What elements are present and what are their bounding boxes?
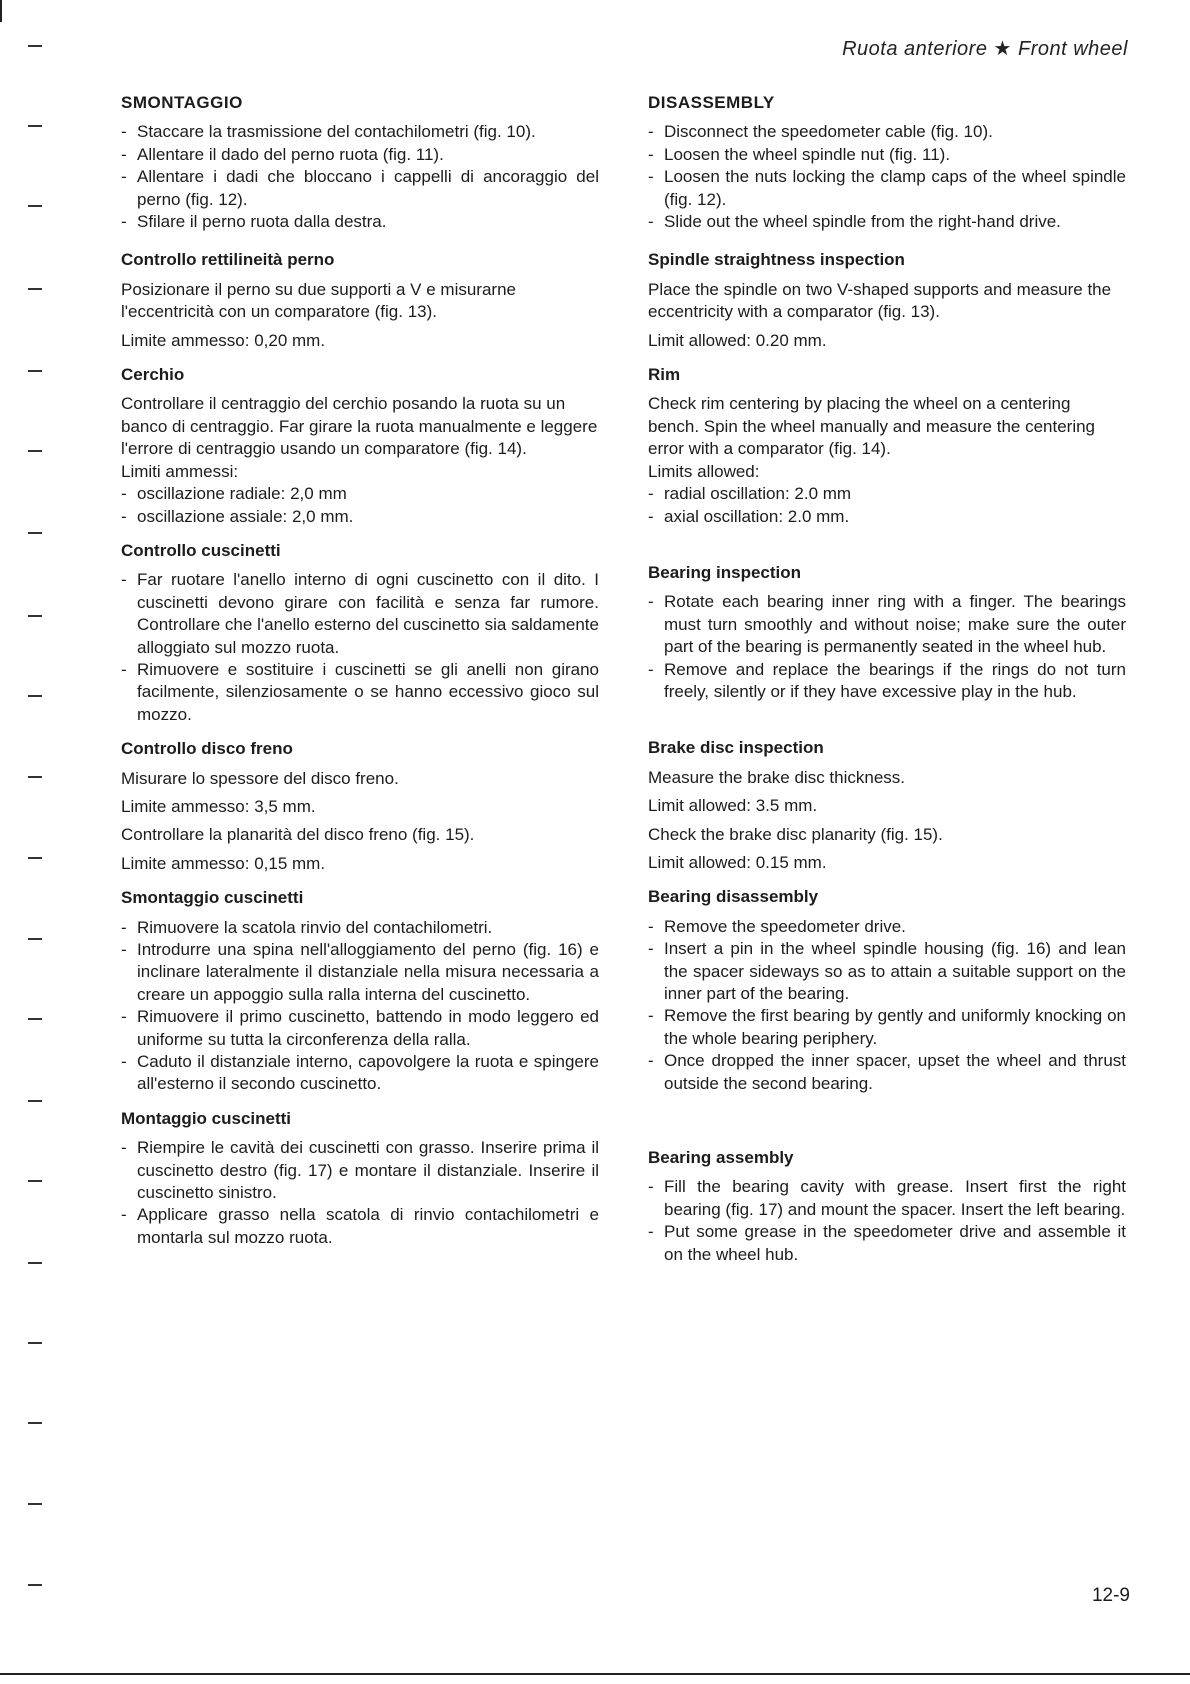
- margin-tick: [28, 1503, 42, 1505]
- section-heading: Bearing disassembly: [648, 887, 819, 907]
- list-item: - Remove the first bearing by gently and uniformly knocking on the whole bearing periphery.: [648, 1005, 1126, 1050]
- paragraph: Limit allowed: 0.20 mm.: [648, 330, 827, 350]
- bullet-list: [648, 121, 1126, 233]
- list-item: - Introdurre una spina nell'alloggiamento del perno (fig. 16) e inclinare lateralmente il distanziale nella misura necessaria a creare un appoggio sulla ralla interna del cuscinetto.: [121, 939, 599, 1006]
- bullet-list: [648, 483, 1126, 528]
- section-smontaggio-cuscinetti: [121, 887, 599, 1096]
- page-edge-mark: [0, 0, 2, 22]
- bullet-list: [648, 916, 1126, 1095]
- margin-tick: [28, 1262, 42, 1264]
- list-item: - Fill the bearing cavity with grease. Insert first the right bearing (fig. 17) and mount the spacer. Insert the left bearing.: [648, 1176, 1126, 1221]
- margin-tick: [28, 1018, 42, 1020]
- section-bearing-inspection: [648, 562, 1126, 703]
- margin-tick: [28, 695, 42, 697]
- english-column: [648, 92, 1126, 1272]
- margin-tick: [28, 1180, 42, 1182]
- margin-tick: [28, 288, 42, 290]
- margin-tick: [28, 450, 42, 452]
- list-item: - Remove the speedometer drive.: [648, 916, 1126, 938]
- list-item: - Allentare i dadi che bloccano i cappelli di ancoraggio del perno (fig. 12).: [121, 166, 599, 211]
- section-heading: Brake disc inspection: [648, 738, 824, 758]
- list-item: - Riempire le cavità dei cuscinetti con grasso. Inserire prima il cuscinetto destro (fig. 17) e montare il distanziale. Inserire il cuscinetto sinistro.: [121, 1137, 599, 1204]
- section-heading: SMONTAGGIO: [121, 93, 243, 112]
- margin-tick: [28, 938, 42, 940]
- paragraph: Limit allowed: 3.5 mm.: [648, 796, 818, 816]
- margin-tick: [28, 532, 42, 534]
- paragraph: Controllare il centraggio del cerchio posando la ruota su un banco di centraggio. Far girare la ruota manualmente e leggere l'errore di centraggio usando un comparatore (fig. 14).: [121, 394, 598, 459]
- list-item: - Rimuovere il primo cuscinetto, battendo in modo leggero ed uniforme su tutta la circonferenza della ralla.: [121, 1006, 599, 1051]
- list-item: - Insert a pin in the wheel spindle housing (fig. 16) and lean the spacer sideways so as to attain a suitable support on the inner part of the bearing.: [648, 938, 1126, 1005]
- section-heading: Montaggio cuscinetti: [121, 1108, 291, 1128]
- list-item: - Rotate each bearing inner ring with a finger. The bearings must turn smoothly and without noise; make sure the outer part of the bearing is permanently seated in the wheel hub.: [648, 591, 1126, 658]
- bullet-list: [648, 1176, 1126, 1266]
- margin-tick: [28, 205, 42, 207]
- list-item: - Disconnect the speedometer cable (fig. 10).: [648, 121, 1126, 143]
- section-montaggio-cuscinetti: [121, 1108, 599, 1249]
- bullet-list: [121, 569, 599, 726]
- paragraph: Misurare lo spessore del disco freno.: [121, 768, 399, 788]
- list-item: - Far ruotare l'anello interno di ogni cuscinetto con il dito. I cuscinetti devono girare con facilità e senza far rumore. Controllare che l'anello esterno del cuscinetto sia saldamente alloggiato sul mozzo ruota.: [121, 569, 599, 659]
- section-heading: Controllo disco freno: [121, 739, 293, 759]
- list-item: - Applicare grasso nella scatola di rinvio contachilometri e montarla sul mozzo ruota.: [121, 1204, 599, 1249]
- list-item: - radial oscillation: 2.0 mm: [648, 483, 1126, 505]
- list-item: - Staccare la trasmissione del contachilometri (fig. 10).: [121, 121, 599, 143]
- section-cerchio: [121, 364, 599, 528]
- section-heading: Rim: [648, 365, 681, 385]
- list-item: - oscillazione assiale: 2,0 mm.: [121, 506, 599, 528]
- paragraph: Limit allowed: 0.15 mm.: [648, 852, 827, 872]
- list-item: - Remove and replace the bearings if the rings do not turn freely, silently or if they have excessive play in the hub.: [648, 659, 1126, 704]
- bullet-list: [121, 121, 599, 233]
- bullet-list: [648, 591, 1126, 703]
- italian-column: [121, 92, 599, 1255]
- section-heading: Bearing inspection: [648, 562, 802, 582]
- section-bearing-assembly: [648, 1147, 1126, 1266]
- margin-tick: [28, 45, 42, 47]
- margin-tick: [28, 1584, 42, 1586]
- section-controllo-cuscinetti: [121, 540, 599, 726]
- list-item: - Sfilare il perno ruota dalla destra.: [121, 211, 599, 233]
- list-item: - Loosen the wheel spindle nut (fig. 11).: [648, 144, 1126, 166]
- bullet-list: [121, 917, 599, 1096]
- margin-tick: [28, 370, 42, 372]
- margin-tick: [28, 615, 42, 617]
- bottom-rule: [0, 1673, 1190, 1675]
- margin-tick: [28, 857, 42, 859]
- bullet-list: [121, 483, 599, 528]
- page-header: Ruota anteriore ★ Front wheel: [842, 38, 1128, 60]
- section-disco-freno: [121, 738, 599, 875]
- list-item: - Allentare il dado del perno ruota (fig. 11).: [121, 144, 599, 166]
- list-item: - Loosen the nuts locking the clamp caps of the wheel spindle (fig. 12).: [648, 166, 1126, 211]
- paragraph: Place the spindle on two V-shaped supports and measure the eccentricity with a comparator (fig. 13).: [648, 279, 1112, 322]
- section-heading: Smontaggio cuscinetti: [121, 888, 304, 908]
- margin-tick: [28, 1422, 42, 1424]
- paragraph: Limite ammesso: 3,5 mm.: [121, 796, 316, 816]
- section-spindle-straightness: [648, 249, 1126, 352]
- section-rettilineita: [121, 249, 599, 352]
- list-item: - Rimuovere la scatola rinvio del contachilometri.: [121, 917, 599, 939]
- section-disassembly: [648, 92, 1126, 233]
- margin-tick: [28, 125, 42, 127]
- section-heading: Cerchio: [121, 365, 185, 385]
- page-number: 12-9: [1091, 1585, 1130, 1606]
- bullet-list: [121, 1137, 599, 1249]
- paragraph: Limite ammesso: 0,20 mm.: [121, 330, 326, 350]
- list-item: - Slide out the wheel spindle from the right-hand drive.: [648, 211, 1126, 233]
- paragraph: Posizionare il perno su due supporti a V e misurarne l'eccentricità con un comparatore (fig. 13).: [121, 279, 516, 322]
- paragraph: Limits allowed:: [648, 461, 760, 481]
- section-heading: Bearing assembly: [648, 1148, 794, 1168]
- paragraph: Check rim centering by placing the wheel on a centering bench. Spin the wheel manually and measure the centering error with a comparator (fig. 14).: [648, 394, 1096, 459]
- list-item: - Once dropped the inner spacer, upset the wheel and thrust outside the second bearing.: [648, 1050, 1126, 1095]
- margin-tick: [28, 776, 42, 778]
- section-bearing-disassembly: [648, 886, 1126, 1095]
- list-item: - Caduto il distanziale interno, capovolgere la ruota e spingere all'esterno il secondo cuscinetto.: [121, 1051, 599, 1096]
- margin-tick: [28, 1100, 42, 1102]
- list-item: - axial oscillation: 2.0 mm.: [648, 506, 1126, 528]
- section-heading: Controllo cuscinetti: [121, 540, 281, 560]
- paragraph: Controllare la planarità del disco freno (fig. 15).: [121, 825, 475, 845]
- section-heading: Spindle straightness inspection: [648, 250, 905, 270]
- paragraph: Limiti ammessi:: [121, 461, 239, 481]
- list-item: - Rimuovere e sostituire i cuscinetti se gli anelli non girano facilmente, silenziosamente o se hanno eccessivo gioco sul mozzo.: [121, 659, 599, 726]
- margin-tick: [28, 1342, 42, 1344]
- list-item: - Put some grease in the speedometer drive and assemble it on the wheel hub.: [648, 1221, 1126, 1266]
- list-item: - oscillazione radiale: 2,0 mm: [121, 483, 599, 505]
- section-heading: Controllo rettilineità perno: [121, 250, 335, 270]
- paragraph: Limite ammesso: 0,15 mm.: [121, 853, 326, 873]
- paragraph: Check the brake disc planarity (fig. 15).: [648, 824, 943, 844]
- section-rim: [648, 364, 1126, 528]
- paragraph: Measure the brake disc thickness.: [648, 767, 906, 787]
- section-brake-disc: [648, 737, 1126, 874]
- section-heading: DISASSEMBLY: [648, 93, 775, 112]
- section-smontaggio: [121, 92, 599, 233]
